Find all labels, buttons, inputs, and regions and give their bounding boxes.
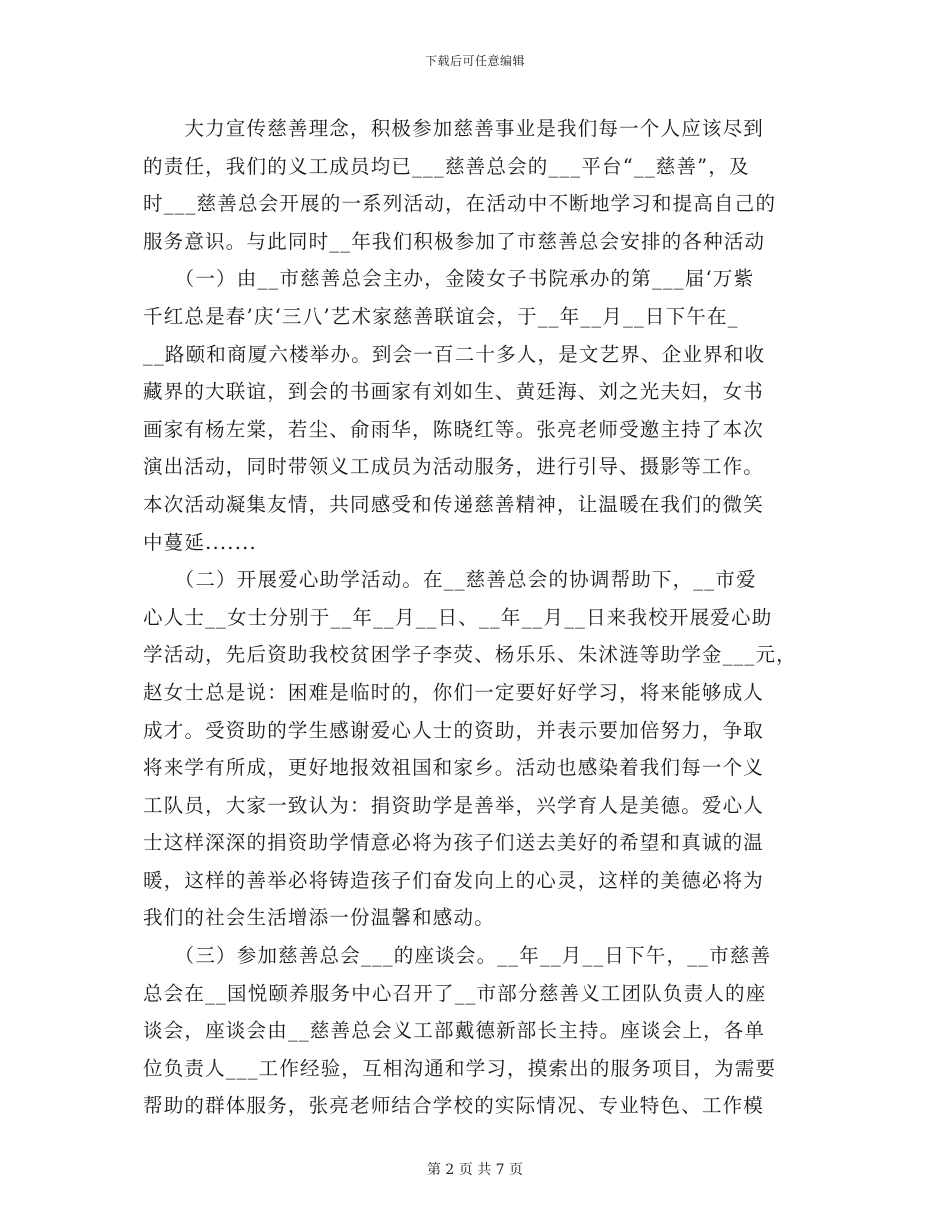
text-line: 服务意识。与此同时__年我们积极参加了市慈善总会安排的各种活动 [143, 229, 766, 253]
text-line: 藏界的大联谊，到会的书画家有刘如生、黄廷海、刘之光夫妇，女书 [143, 380, 765, 404]
text-line: 谈会，座谈会由__慈善总会义工部戴德新部长主持。座谈会上，各单 [143, 1019, 766, 1043]
text-line: （三）参加慈善总会___的座谈会。__年__月__日下午，__市慈善 [143, 944, 772, 968]
text-line: 成才。受资助的学生感谢爱心人士的资助，并表示要加倍努力，争取 [143, 718, 765, 742]
text-line: 工队员，大家一致认为：捐资助学是善举，兴学育人是美德。爱心人 [143, 793, 765, 817]
text-line: 演出活动，同时带领义工成员为活动服务，进行引导、摄影等工作。 [143, 455, 765, 479]
text-line: 位负责人___工作经验，互相沟通和学习，摸索出的服务项目，为需要 [143, 1056, 777, 1080]
text-line: 中蔓延....... [143, 530, 257, 554]
text-line: 士这样深深的捐资助学情意必将为孩子们送去美好的希望和真诚的温 [143, 831, 765, 855]
text-line: 学活动，先后资助我校贫困学子李荧、杨乐乐、朱沭涟等助学金___元， [143, 643, 797, 667]
text-line: 画家有杨左棠，若尘、俞雨华，陈晓红等。张亮老师受邀主持了本次 [143, 417, 765, 441]
text-line: 时___慈善总会开展的一系列活动，在活动中不断地学习和提高自己的 [143, 192, 777, 216]
text-line: 赵女士总是说：困难是临时的，你们一定要好好学习，将来能够成人 [143, 680, 765, 704]
text-line: 将来学有所成，更好地报效祖国和家乡。活动也感染着我们每一个义 [143, 756, 765, 780]
document-body [143, 110, 813, 1125]
text-line: 心人士__女士分别于__年__月__日、__年__月__日来我校开展爱心助 [143, 605, 773, 629]
page-header: 下载后可任意编辑 [424, 54, 525, 68]
text-line: 千红总是春’庆‘三八’艺术家慈善联谊会，于__年__月__日下午在_ [143, 304, 739, 328]
text-line: 我们的社会生活增添一份温馨和感动。 [143, 906, 495, 930]
text-line: （一）由__市慈善总会主办，金陵女子书院承办的第___届‘万紫 [143, 267, 755, 291]
text-line: 总会在__国悦颐养服务中心召开了__市部分慈善义工团队负责人的座 [143, 981, 767, 1005]
text-line: 帮助的群体服务，张亮老师结合学校的实际情况、专业特色、工作模 [143, 1094, 765, 1118]
text-line: 大力宣传慈善理念，积极参加慈善事业是我们每一个人应该尽到 [143, 117, 765, 140]
text-line: （二）开展爱心助学活动。在__慈善总会的协调帮助下，__市爱 [143, 568, 757, 592]
text-line: __路颐和商厦六楼举办。到会一百二十多人，是文艺界、企业界和收 [143, 342, 766, 366]
text-line: 的责任，我们的义工成员均已___慈善总会的___平台“__慈善”，及 [143, 154, 750, 178]
text-line: 本次活动凝集友情，共同感受和传递慈善精神，让温暖在我们的微笑 [143, 492, 765, 516]
text-line: 暖，这样的善举必将铸造孩子们奋发向上的心灵，这样的美德必将为 [143, 868, 765, 892]
page-number: 第 2 页 共 7 页 [426, 1162, 524, 1178]
